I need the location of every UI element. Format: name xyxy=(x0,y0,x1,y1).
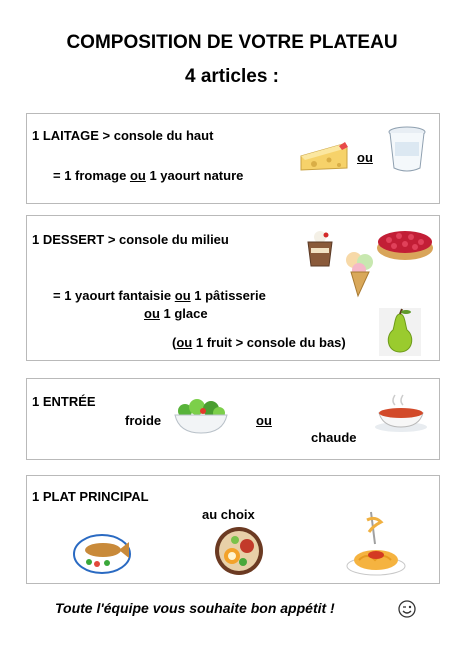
spaghetti-icon xyxy=(345,510,407,578)
dessert-detail-line3: (ou 1 fruit > console du bas) xyxy=(172,335,346,350)
laitage-or-label: ou xyxy=(357,150,373,165)
entree-section xyxy=(26,378,440,460)
soup-bowl-icon xyxy=(373,393,429,433)
fish-plate-icon xyxy=(73,530,131,574)
entree-heading: 1 ENTRÉE xyxy=(32,394,96,409)
mixed-plate-icon xyxy=(213,526,265,576)
raspberry-tart-icon xyxy=(375,224,435,264)
dessert-detail-line1: = 1 yaourt fantaisie ou 1 pâtisserie xyxy=(53,288,266,303)
footer-message: Toute l'équipe vous souhaite bon appétit ! xyxy=(55,600,335,616)
yogurt-cup-icon xyxy=(387,126,427,174)
ice-cream-icon xyxy=(345,250,375,298)
salad-bowl-icon xyxy=(173,397,229,435)
winking-smiley-icon xyxy=(398,600,416,618)
plat-section xyxy=(26,475,440,584)
plat-heading: 1 PLAT PRINCIPAL xyxy=(32,489,149,504)
pear-icon xyxy=(379,308,421,356)
page-subtitle: 4 articles : xyxy=(185,66,279,87)
dessert-detail-line2: ou 1 glace xyxy=(144,306,208,321)
laitage-section xyxy=(26,113,440,204)
entree-hot-label: chaude xyxy=(311,430,357,445)
laitage-detail: = 1 fromage ou 1 yaourt nature xyxy=(53,168,244,183)
cheese-icon xyxy=(299,138,349,174)
entree-or-label: ou xyxy=(256,413,272,428)
plat-choice-label: au choix xyxy=(202,507,255,522)
entree-cold-label: froide xyxy=(125,413,162,428)
dessert-section xyxy=(26,215,440,361)
dessert-heading: 1 DESSERT > console du milieu xyxy=(32,232,229,247)
sundae-icon xyxy=(305,230,335,270)
page-title: COMPOSITION DE VOTRE PLATEAU xyxy=(66,32,398,53)
laitage-heading: 1 LAITAGE > console du haut xyxy=(32,128,214,143)
